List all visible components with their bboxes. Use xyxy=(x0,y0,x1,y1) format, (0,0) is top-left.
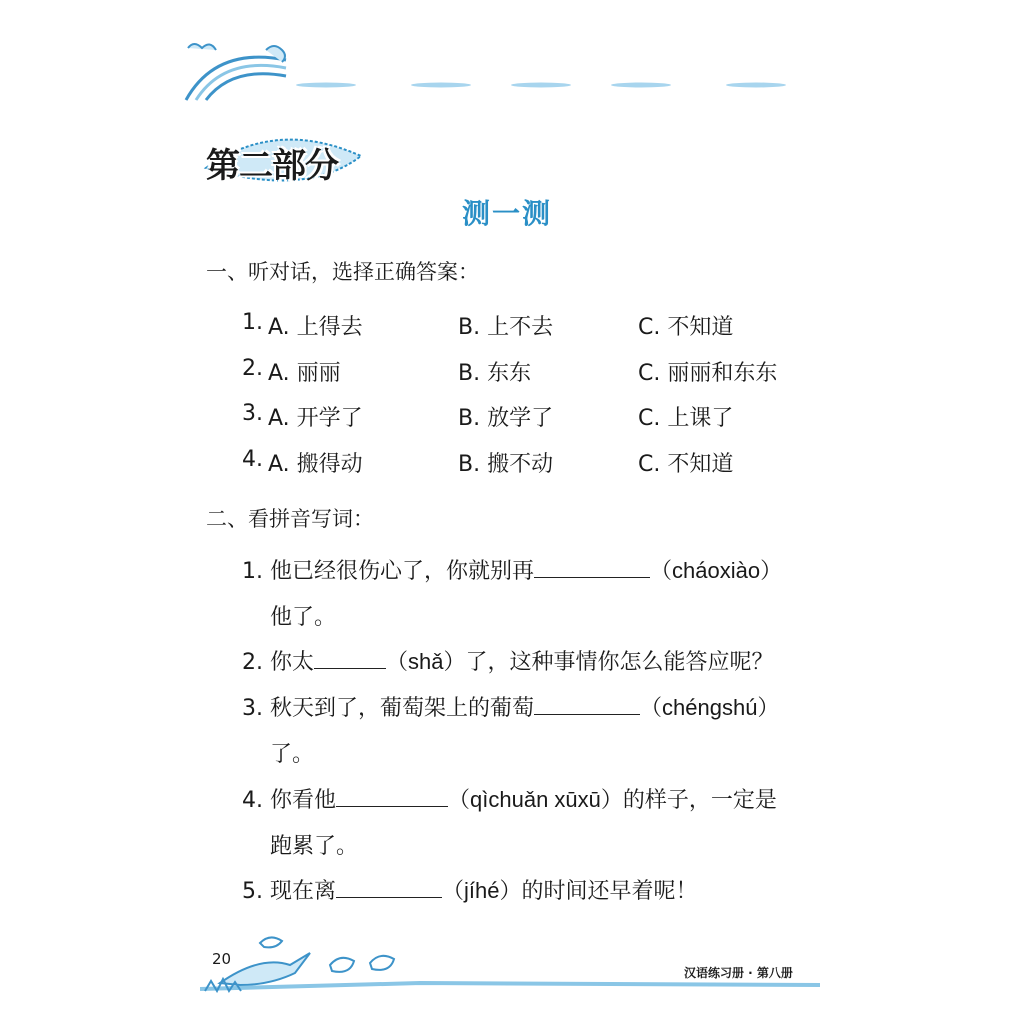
pinyin-hint: （cháoxiào） xyxy=(650,558,783,583)
item-text-after: 的样子，一定是 xyxy=(622,788,777,813)
page-number: 20 xyxy=(212,950,232,968)
book-title: 汉语练习册 · 第八册 xyxy=(684,966,793,980)
option-a: A. 上得去 xyxy=(268,315,363,340)
item-number: 3. xyxy=(242,696,263,721)
option-b: B. 东东 xyxy=(458,361,532,386)
question-number: 4. xyxy=(242,447,263,472)
item-text-before: 他已经很伤心了，你就别再 xyxy=(270,559,535,584)
item-number: 5. xyxy=(242,879,263,904)
part-badge-text: 第二部分 xyxy=(206,146,338,186)
item-text-after: 的时间还早着呢！ xyxy=(521,879,698,904)
option-c: C. 丽丽和东东 xyxy=(638,361,778,386)
item-text-before: 你太 xyxy=(270,650,315,675)
item-number: 4. xyxy=(242,788,263,813)
page-title: 测一测 xyxy=(462,197,553,230)
pinyin-hint: （qìchuǎn xūxū） xyxy=(448,787,623,812)
section2-item-4 xyxy=(242,783,777,814)
item-text-after: 了，这种事情你怎么能答应呢？ xyxy=(465,650,774,675)
section2-item-4-continuation: 跑累了。 xyxy=(270,834,359,859)
option-a: A. 搬得动 xyxy=(268,452,363,477)
answer-blank[interactable] xyxy=(314,648,386,669)
question-number: 3. xyxy=(242,401,263,426)
question-number: 2. xyxy=(242,356,263,381)
pinyin-hint: （shǎ） xyxy=(386,649,466,674)
option-b: B. 搬不动 xyxy=(458,452,554,477)
section2-heading: 二、看拼音写词： xyxy=(206,507,374,531)
footer-animals-decoration-icon xyxy=(200,925,820,995)
item-text-before: 你看他 xyxy=(270,788,337,813)
answer-blank[interactable] xyxy=(534,694,640,715)
pinyin-hint: （chéngshú） xyxy=(640,695,780,720)
item-number: 1. xyxy=(242,559,263,584)
answer-blank[interactable] xyxy=(534,557,650,578)
option-c: C. 不知道 xyxy=(638,452,734,477)
section2-item-1 xyxy=(242,554,782,585)
answer-blank[interactable] xyxy=(336,786,448,807)
section2-item-5 xyxy=(242,874,698,905)
answer-blank[interactable] xyxy=(336,877,442,898)
option-c: C. 不知道 xyxy=(638,315,734,340)
section2-item-3-continuation: 了。 xyxy=(270,742,315,767)
section2-item-1-continuation: 他了。 xyxy=(270,605,337,630)
rainbow-decoration-icon xyxy=(176,38,816,108)
section2-item-2 xyxy=(242,645,774,676)
section2-item-3 xyxy=(242,691,779,722)
item-text-before: 秋天到了，葡萄架上的葡萄 xyxy=(270,696,535,721)
item-number: 2. xyxy=(242,650,263,675)
section1-heading: 一、听对话，选择正确答案： xyxy=(206,260,479,284)
pinyin-hint: （jíhé） xyxy=(442,878,522,903)
item-text-before: 现在离 xyxy=(270,879,337,904)
option-b: B. 上不去 xyxy=(458,315,554,340)
option-c: C. 上课了 xyxy=(638,406,734,431)
option-a: A. 丽丽 xyxy=(268,361,341,386)
question-number: 1. xyxy=(242,310,263,335)
option-a: A. 开学了 xyxy=(268,406,363,431)
option-b: B. 放学了 xyxy=(458,406,554,431)
